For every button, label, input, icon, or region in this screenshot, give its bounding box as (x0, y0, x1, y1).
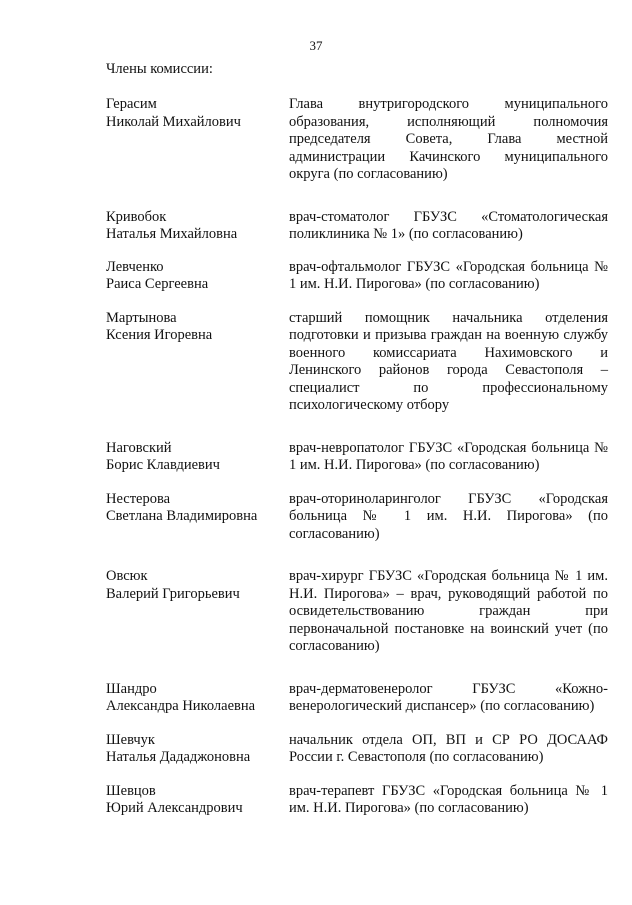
member-surname: Кривобок (106, 208, 167, 225)
commission-members-list (106, 96, 608, 818)
member-surname: Шевчук (106, 731, 155, 748)
member-role: врач-стоматолог ГБУЗС «Стоматологическая поликлиника № 1» (по согласованию) (289, 208, 608, 242)
member-given-names: Валерий Григорьевич (106, 585, 240, 602)
member-entry (106, 681, 608, 716)
member-surname: Шандро (106, 680, 157, 697)
page-number: 37 (309, 38, 323, 53)
member-role: врач-офтальмолог ГБУЗС «Городская больница № 1 им. Н.И. Пирогова» (по согласованию) (289, 258, 608, 292)
member-role: врач-оториноларинголог ГБУЗС «Городская больница № 1 им. Н.И. Пирогова» (по согласованию) (289, 490, 608, 542)
member-given-names: Александра Николаевна (106, 698, 256, 714)
member-role: врач-дерматовенеролог ГБУЗС «Кожно-венерологический диспансер» (по согласованию) (289, 680, 608, 714)
member-entry (106, 783, 608, 818)
member-given-names: Раиса Сергеевна (106, 276, 209, 292)
member-name (106, 440, 286, 475)
member-entry (106, 568, 608, 656)
member-surname: Шевцов (106, 782, 156, 799)
member-role: врач-невропатолог ГБУЗС «Городская больница № 1 им. Н.И. Пирогова» (по согласованию) (289, 439, 608, 473)
member-given-names: Николай Михайлович (106, 113, 241, 130)
member-entry (106, 96, 608, 184)
member-given-names: Борис Клавдиевич (106, 457, 220, 473)
member-name (106, 209, 286, 244)
member-given-names: Наталья Михайловна (106, 226, 238, 242)
member-entry (106, 491, 608, 544)
member-role: начальник отдела ОП, ВП и СР РО ДОСААФ России г. Севастополя (по согласованию) (289, 731, 608, 765)
member-given-names: Ксения Игоревна (106, 327, 213, 343)
member-name (106, 732, 286, 767)
member-name (106, 783, 286, 818)
member-name (106, 491, 286, 544)
member-surname: Овсюк (106, 568, 148, 584)
member-entry (106, 732, 608, 767)
member-surname: Нестерова (106, 490, 171, 507)
member-role: Глава внутригородского муниципального образования, исполняющий полномочия председателя Совета, Глава местной администрации Качинского муниципального округа (по согласованию) (289, 96, 608, 182)
member-given-names: Наталья Дададжоновна (106, 749, 251, 765)
member-name (106, 259, 286, 294)
member-role: врач-хирург ГБУЗС «Городская больница № 1 им. Н.И. Пирогова» – врач, руководящий работой по освидетельствованию граждан при первоначальной постановке на воинский учет (по согласованию) (289, 568, 608, 654)
member-name (106, 681, 286, 716)
member-role: врач-терапевт ГБУЗС «Городская больница № 1 им. Н.И. Пирогова» (по согласованию) (289, 782, 608, 816)
member-surname: Наговский (106, 439, 172, 456)
member-surname: Герасим (106, 96, 157, 112)
member-surname: Левченко (106, 258, 164, 275)
member-role: старший помощник начальника отделения подготовки и призыва граждан на военную службу военного комиссариата Нахимовского и Ленинского районов города Севастополя – специалист по профессиональному психологическому отбору (289, 309, 608, 413)
member-name (106, 310, 286, 415)
member-entry (106, 259, 608, 294)
member-entry (106, 310, 608, 415)
section-heading: Члены комиссии: (106, 61, 213, 77)
member-name (106, 96, 286, 184)
member-entry (106, 209, 608, 244)
member-surname: Мартынова (106, 309, 177, 326)
member-name (106, 568, 286, 656)
member-given-names: Светлана Владимировна (106, 508, 258, 524)
member-given-names: Юрий Александрович (106, 800, 243, 816)
member-entry (106, 440, 608, 475)
